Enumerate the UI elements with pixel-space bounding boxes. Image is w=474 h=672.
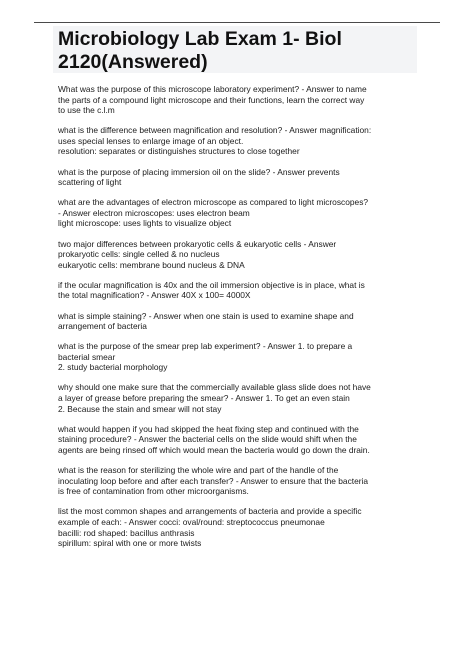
qa-list bbox=[58, 84, 430, 558]
qa-item-3: what is the purpose of placing immersion oil on the slide? - Answer prevents scattering of light bbox=[58, 166, 340, 188]
qa-item-12: list the most common shapes and arrangements of bacteria and provide a specific example of each: - Answer cocci: oval/round: streptococcus pneumonae bacilli: rod shaped: bacillus anthrasis spirillum: spiral with one or more twists bbox=[58, 506, 362, 549]
document-title: Microbiology Lab Exam 1- Biol 2120(Answered) bbox=[58, 28, 342, 73]
header-rule bbox=[34, 22, 440, 23]
qa-item-9: why should one make sure that the commercially available glass slide does not have a layer of grease before preparing the smear? - Answer 1. To get an even stain 2. Because the stain and smear will not stay bbox=[58, 382, 371, 414]
qa-item-6: if the ocular magnification is 40x and the oil immersion objective is in place, what is the total magnification? - Answer 40X x 100= 4000X bbox=[58, 279, 365, 301]
qa-item-2: what is the difference between magnification and resolution? - Answer magnification: uses special lenses to enlarge image of an object. resolution: separates or distinguishes structures to close together bbox=[58, 125, 372, 157]
qa-item-7: what is simple staining? - Answer when one stain is used to examine shape and arrangement of bacteria bbox=[58, 310, 354, 332]
qa-item-10: what would happen if you had skipped the heat fixing step and continued with the staining procedure? - Answer the bacterial cells on the slide would shift when the agents are being rinsed off which would mean the bacteria would go down the drain. bbox=[58, 423, 370, 455]
qa-item-1: What was the purpose of this microscope laboratory experiment? - Answer to name the parts of a compound light microscope and their functions, learn the correct way to use the c.l.m bbox=[58, 84, 367, 116]
qa-item-4: what are the advantages of electron microscope as compared to light microscopes? - Answer electron microscopes: uses electron beam light microscope: uses lights to visualize object bbox=[58, 197, 369, 229]
qa-item-5: two major differences between prokaryotic cells & eukaryotic cells - Answer prokaryotic cells: single celled & no nucleus eukaryotic cells: membrane bound nucleus & DNA bbox=[58, 238, 337, 270]
qa-item-8: what is the purpose of the smear prep lab experiment? - Answer 1. to prepare a bacterial smear 2. study bacterial morphology bbox=[58, 341, 353, 373]
qa-item-11: what is the reason for sterilizing the whole wire and part of the handle of the inoculating loop before and after each transfer? - Answer to ensure that the bacteria is free of contamination from other microorganisms. bbox=[58, 465, 369, 497]
